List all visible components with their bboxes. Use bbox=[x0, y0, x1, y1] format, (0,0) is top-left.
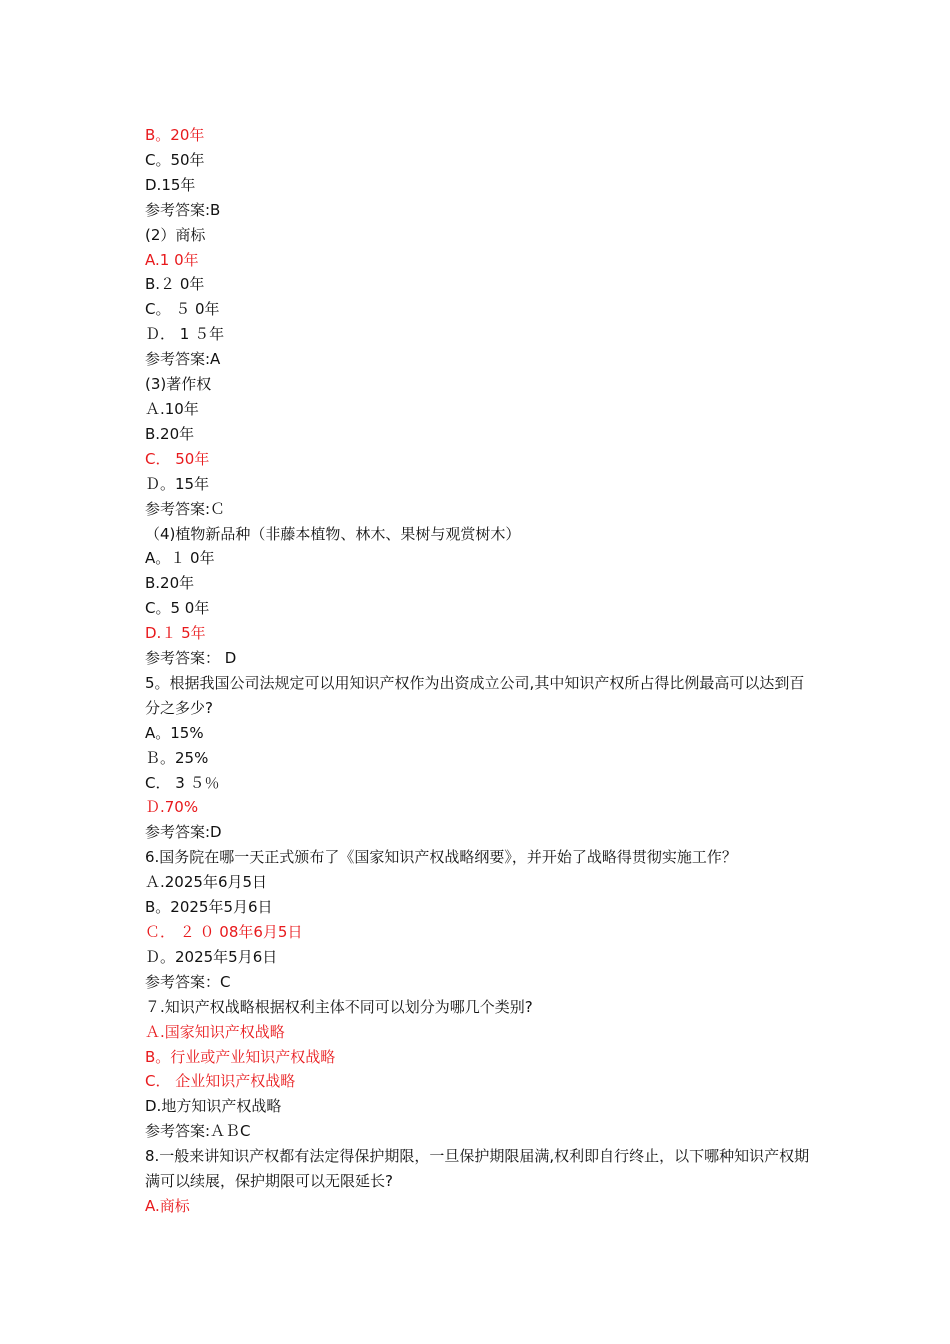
option-line: A。１ 0年 bbox=[145, 549, 215, 568]
option-line: Ｂ。25% bbox=[145, 748, 209, 767]
answer-line: 参考答案：C bbox=[145, 972, 231, 991]
option-line: C。50年 bbox=[145, 150, 205, 169]
answer-line: 参考答案： D bbox=[145, 649, 237, 668]
option-line: Ｄ。15年 bbox=[145, 474, 210, 493]
option-line: B.20年 bbox=[145, 574, 195, 593]
sub-question-line: (2）商标 bbox=[145, 225, 206, 244]
answer-line: 参考答案:B bbox=[145, 200, 221, 219]
option-line: B.20年 bbox=[145, 424, 195, 443]
option-line: B。2025年5月6日 bbox=[145, 898, 273, 917]
option-line: Ａ.10年 bbox=[145, 399, 199, 418]
option-line: B.２ 0年 bbox=[145, 275, 205, 294]
option-line: C。 ５ 0年 bbox=[145, 300, 220, 319]
document-page bbox=[145, 123, 815, 1219]
answer-line: 参考答案:A bbox=[145, 350, 221, 369]
option-line: A。15% bbox=[145, 723, 204, 742]
option-line: B。20年 bbox=[145, 126, 205, 144]
question-line: 5。根据我国公司法规定可以用知识产权作为出资成立公司,其中知识产权所占得比例最高可以达到百分之多少? bbox=[145, 673, 805, 717]
option-line: C． 50年 bbox=[145, 449, 210, 468]
option-line: D.地方知识产权战略 bbox=[145, 1097, 282, 1116]
option-line: B。行业或产业知识产权战略 bbox=[145, 1047, 336, 1066]
option-line: Ｄ． 1 ５年 bbox=[145, 325, 225, 344]
option-line: A.1 0年 bbox=[145, 250, 199, 269]
answer-line: 参考答案:ＡＢC bbox=[145, 1122, 251, 1141]
option-line: Ｃ． ２ ０ 08年6月5日 bbox=[145, 923, 303, 941]
question-line: ７.知识产权战略根据权利主体不同可以划分为哪几个类别? bbox=[145, 997, 533, 1016]
sub-question-line: (3)著作权 bbox=[145, 375, 212, 394]
option-line: D.15年 bbox=[145, 175, 196, 194]
question-line: 6.国务院在哪一天正式颁布了《国家知识产权战略纲要》，并开始了战略得贯彻实施工作？ bbox=[145, 848, 737, 867]
question-line: 8.一般来讲知识产权都有法定得保护期限，一旦保护期限届满,权利即自行终止，以下哪种知识产权期满可以续展，保护期限可以无限延长? bbox=[145, 1147, 810, 1191]
option-line: Ａ.2025年6月5日 bbox=[145, 873, 268, 892]
answer-line: 参考答案:D bbox=[145, 823, 222, 842]
option-line: C。5 0年 bbox=[145, 599, 210, 618]
option-line: Ｄ.70% bbox=[145, 798, 199, 817]
option-line: Ｄ。2025年5月6日 bbox=[145, 947, 278, 966]
sub-question-line: （4)植物新品种（非藤本植物、林木、果树与观赏树木） bbox=[145, 524, 521, 543]
answer-line: 参考答案:Ｃ bbox=[145, 499, 226, 518]
option-line: D.１ 5年 bbox=[145, 624, 206, 643]
option-line: C． 企业知识产权战略 bbox=[145, 1072, 296, 1091]
option-line: C． 3 ５％ bbox=[145, 773, 220, 792]
option-line: A.商标 bbox=[145, 1196, 190, 1215]
option-line: Ａ.国家知识产权战略 bbox=[145, 1022, 285, 1041]
